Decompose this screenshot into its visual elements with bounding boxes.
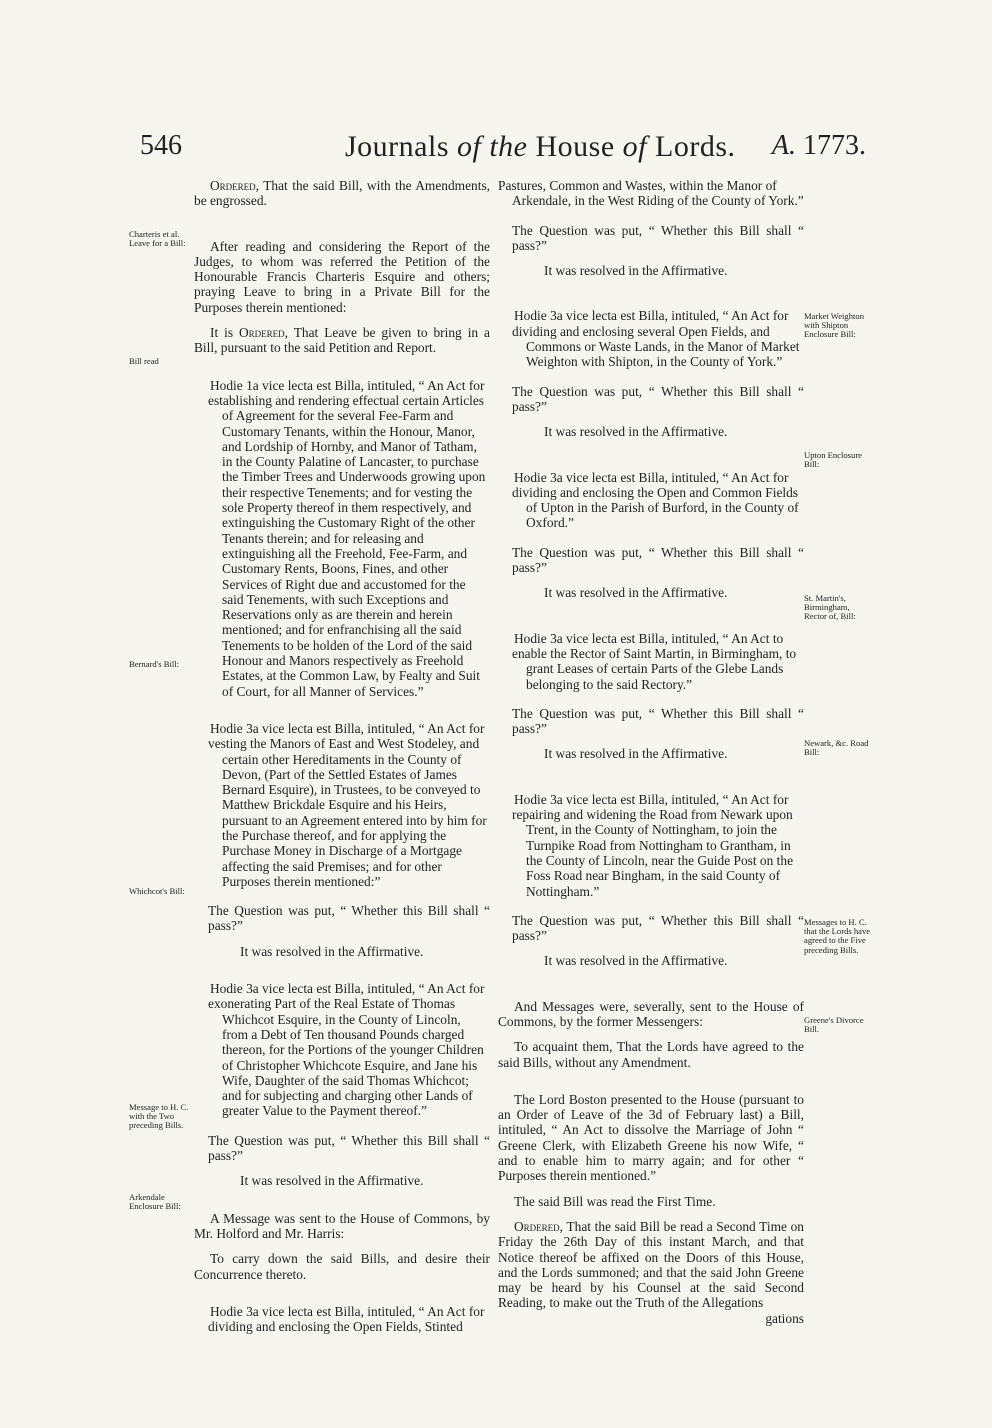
page-year xyxy=(772,130,866,162)
ordered-lead: Ordered, xyxy=(514,1218,564,1234)
bill-intro: Hodie 3a vice lecta est Billa, intituled, “ An Act for xyxy=(210,1303,485,1319)
bill-intro: Hodie 3a vice lecta est Billa, intituled, “ An Act for xyxy=(514,308,789,324)
question: The Question was put, “ Whether this Bill shall “ pass?” xyxy=(208,903,490,934)
resolution: It was resolved in the Affirmative. xyxy=(544,585,728,601)
margin-note: Newark, &c. Road Bill: xyxy=(804,738,869,758)
title-word-5: Lords. xyxy=(655,130,736,163)
margin-note: Market Weighton with Shipton Enclosure Bill: xyxy=(804,311,865,340)
paragraph: After reading and considering the Report of the Judges, to whom was referred the Petition of the Honourable Francis Charteris Esquire and others; praying Leave to bring in a Private Bill for the Purposes therein mentioned: xyxy=(194,238,490,315)
bill-title-quote: dividing and enclosing the Open Fields, Stinted xyxy=(208,1319,463,1335)
bill-title-quote: exonerating Part of the Real Estate of Thomas Whichcot Esquire, in the County of Lincoln, from a Debt of Ten thousand Pounds charged thereon, for the Portions of the younger Children of Christopher Whichcote Esquire, and Jane his Wife, Daughter of the said Thomas Whichcot; and for subjecting and charging other Lands of greater Value to the Payment thereof.” xyxy=(208,996,484,1119)
paragraph-text: That the said Bill be read a Second Time on Friday the 26th Day of this instant March, and that Notice thereof be affixed on the Doors of this House, and the Lords summoned; and that the said John Greene may be heard by his Counsel at the said Second Reading, to make out the Truth of the Allegations xyxy=(498,1218,804,1311)
resolution: It was resolved in the Affirmative. xyxy=(240,1173,424,1189)
title-word-1: Journals xyxy=(345,130,449,163)
resolution: It was resolved in the Affirmative. xyxy=(544,953,728,969)
bill-intro: Hodie 3a vice lecta est Billa, intituled, “ An Act to xyxy=(514,630,784,646)
bill-intro: Hodie 3a vice lecta est Billa, intituled, “ An Act for xyxy=(514,469,789,485)
running-header xyxy=(140,130,866,170)
margin-note: Bill read xyxy=(129,356,159,366)
margin-note: Bernard's Bill: xyxy=(129,659,180,669)
bill-title-quote: vesting the Manors of East and West Stodeley, and certain other Hereditaments in the County of Devon, (Part of the Settled Estates of James Bernard Esquire), in Trustees, to be conveyed to Matthew Brickdale Esquire and his Heirs, pursuant to an Agreement entered into by him for the Purchase thereof, and for applying the Purchase Money in Discharge of a Mortgage affecting the said Premises; and for other Purposes therein mentioned:” xyxy=(208,736,487,889)
paragraph xyxy=(194,325,490,356)
message: A Message was sent to the House of Commons, by Mr. Holford and Mr. Harris: xyxy=(194,1210,490,1241)
ordered-lead: Ordered, xyxy=(210,178,260,193)
question: The Question was put, “ Whether this Bill shall “ pass?” xyxy=(512,544,804,576)
title-word-2: of the xyxy=(457,130,528,163)
bill-title-quote: dividing and enclosing the Open and Common Fields of Upton in the Parish of Burford, in the County of Oxford.” xyxy=(512,484,799,531)
paragraph-text: That the said Bill, with the Amendments, be engrossed. xyxy=(194,178,490,209)
right-column xyxy=(498,178,804,1326)
title-word-3: House xyxy=(535,130,615,163)
catchword: gations xyxy=(765,1310,804,1326)
acquaint-paragraph: To acquaint them, That the Lords have agreed to the said Bills, without any Amendment. xyxy=(498,1039,804,1070)
page-number: 546 xyxy=(140,130,182,161)
paragraph-text: It is xyxy=(210,325,239,341)
resolution: It was resolved in the Affirmative. xyxy=(544,424,728,440)
bill-title-quote: repairing and widening the Road from Newark upon Trent, in the County of Nottingham, to join the Turnpike Road from Nottingham to Grantham, in the County of Lincoln, near the Guide Post on the Foss Road near Bingham, in the said County of Nottingham.” xyxy=(512,807,794,899)
paragraph xyxy=(194,178,490,209)
left-column xyxy=(194,178,490,1334)
resolution: It was resolved in the Affirmative. xyxy=(240,943,424,959)
margin-note: St. Martin's, Birmingham, Rector of, Bill: xyxy=(804,593,856,622)
title-word-4: of xyxy=(622,130,647,163)
margin-note: Arkendale Enclosure Bill: xyxy=(129,1192,181,1212)
boston-paragraph: The Lord Boston presented to the House (pursuant to an Order of Leave of the 3d of February last) a Bill, intituled, “ An Act to dissolve the Marriage of John “ Greene Clerk, with Elizabeth Greene his now Wife, “ and to enable him to marry again; and for other “ Purposes therein mentioned.” xyxy=(498,1091,804,1184)
bill-title-quote: establishing and rendering effectual certain Articles of Agreement for the several Fee-Farm and Customary Tenants, within the Honour, Manor, and Lordship of Hornby, and Manor of Tatham, in the County Palatine of Lancaster, to purchase the Timber Trees and Underwoods growing upon their respective Tenements; and for vesting the sole Property thereof in them respectively, and extinguishing the Customary Right of the other Tenants therein; and for releasing and extinguishing all the Freehold, Fee-Farm, and Customary Rents, Boons, Fines, and other Services of Right due and accustomed for the said Tenements, with such Exceptions and Reservations only as are therein and herein mentioned; and for enfranchising all the said Tenements to be holden of the Lord of the said Honour and Manors respectively as Freehold Estates, at the Common Law, by Fealty and Suit of Court, for all Manner of Services.” xyxy=(208,392,486,699)
year-prefix: A. xyxy=(771,130,796,161)
messages-paragraph: And Messages were, severally, sent to the House of Commons, by the former Messengers: xyxy=(498,998,804,1029)
question: The Question was put, “ Whether this Bill shall “ pass?” xyxy=(208,1132,490,1164)
question: The Question was put, “ Whether this Bill shall “ pass?” xyxy=(512,383,804,414)
bill-intro: Hodie 1a vice lecta est Billa, intituled, “ An Act for xyxy=(210,377,485,393)
first-reading: The said Bill was read the First Time. xyxy=(514,1193,716,1209)
bill-title-quote: enable the Rector of Saint Martin, in Birmingham, to grant Leases of certain Parts of the Glebe Lands belonging to the said Rectory.” xyxy=(512,645,797,692)
bill-intro: Hodie 3a vice lecta est Billa, intituled, “ An Act for xyxy=(210,720,485,736)
carry-down: To carry down the said Bills, and desire their Concurrence thereto. xyxy=(194,1251,490,1282)
question: The Question was put, “ Whether this Bill shall “ pass?” xyxy=(512,222,804,253)
paragraph-text: That Leave be given to bring in a Bill, pursuant to the said Petition and Report. xyxy=(194,325,490,356)
bill-title-quote: dividing and enclosing several Open Fields, and Commons or Waste Lands, in the Manor of Market Weighton with Shipton, in the County of York.” xyxy=(512,323,800,370)
question: The Question was put, “ Whether this Bill shall “ pass?” xyxy=(512,912,804,944)
margin-note: Upton Enclosure Bill: xyxy=(804,450,862,470)
resolution: It was resolved in the Affirmative. xyxy=(544,263,728,279)
bill-intro: Hodie 3a vice lecta est Billa, intituled, “ An Act for xyxy=(514,791,789,807)
question: The Question was put, “ Whether this Bill shall “ pass?” xyxy=(512,705,804,737)
bill-intro: Hodie 3a vice lecta est Billa, intituled, “ An Act for xyxy=(210,981,485,997)
ordered-paragraph xyxy=(498,1219,804,1311)
page-title xyxy=(345,130,736,164)
margin-note: Greene's Divorce Bill. xyxy=(804,1015,864,1035)
resolution: It was resolved in the Affirmative. xyxy=(544,746,728,762)
margin-note: Charteris et al. Leave for a Bill: xyxy=(129,229,186,249)
margin-note: Messages to H. C. that the Lords have agreed to the Five preceding Bills. xyxy=(804,917,871,955)
bill-title-quote: Pastures, Common and Wastes, within the Manor of Arkendale, in the West Riding of the County of York.” xyxy=(498,178,804,209)
margin-note: Message to H. C. with the Two preceding Bills. xyxy=(129,1102,189,1131)
ordered-lead: Ordered, xyxy=(239,325,289,341)
year-number: 1773. xyxy=(803,130,866,161)
margin-note: Whichcot's Bill: xyxy=(129,886,185,896)
